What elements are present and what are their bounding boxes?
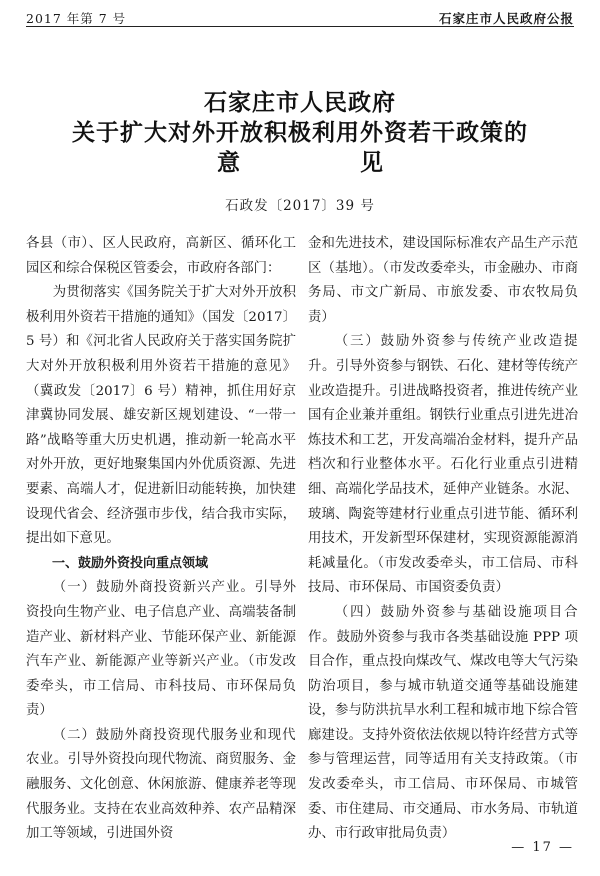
item-3-heading: （三）鼓励外资参与传统产业改造提升。 <box>308 334 578 374</box>
document-number: 石政发〔2017〕39 号 <box>225 198 375 214</box>
intro-paragraph: 为贯彻落实《国务院关于扩大对外开放积极利用外资若干措施的通知》（国发〔2017〕5 号）和《河北省人民政府关于落实国务院扩大对外开放积极利用外资若干措施的意见》（冀政发〔2017〕6 号）精神，抓住用好京津冀协同发展、雄安新区规划建设、“一带一路”战略等重大历史机遇，推动新一轮高水平对外开放，更好地聚集国内外优质资源、先进要素、高端人才，促进新旧动能转换，加快建设现代省会、经济强市步伐，结合我市实际，提出如下意见。 <box>26 285 296 547</box>
title-line-3: 意见 <box>217 149 503 176</box>
item-3 <box>308 330 578 601</box>
item-3-body: 引导外资参与钢铁、石化、建材等传统产业改造提升。引进战略投资者，推进传统产业国有企业兼并重组。钢铁行业重点引进先进冶炼技术和工艺，开发高端冶金材料，提升产品档次和行业整体水平。石化行业重点引进精细、高端化学品技术，延伸产业链条。水泥、玻璃、陶瓷等建材行业重点引进节能、循环利用技术，开发新型环保建材，实现资源能源消耗减量化。（市发改委牵头，市工信局、市科技局、市环保局、市国资委负责） <box>308 358 578 596</box>
publication-name: 石家庄市人民政府公报 <box>438 11 574 26</box>
section-heading: 一、鼓励外资投向重点领域 <box>52 555 209 571</box>
salutation: 各县（市）、区人民政府，高新区、循环化工园区和综合保税区管委会，市政府各部门： <box>26 236 296 276</box>
item-4-body: 鼓励外资参与我市各类基础设施 PPP 项目合作，重点投向煤改气、煤改电等大气污染防治项目，参与城市轨道交通等基础设施建设，参与防洪抗旱水利工程和城市地下综合管廊建设。支持外资依法依规以特许经营方式等参与管理运营，同等适用有关支持政策。（市发改委牵头，市工信局、市环保局、市城管委、市住建局、市交通局、市水务局、市轨道办、市行政审批局负责） <box>308 629 579 842</box>
issue-label: 2017 年第 7 号 <box>26 11 127 26</box>
item-2-heading: （二）鼓励外商投资现代服务业和现代农业。 <box>26 727 296 768</box>
item-4-heading: （四）鼓励外资参与基础设施项目合作。 <box>308 604 578 645</box>
item-1-heading: （一）鼓励外商投资新兴产业。 <box>52 580 255 596</box>
item-1-body: 引导外资投向生物产业、电子信息产业、高端装备制造产业、新材料产业、节能环保产业、新能源汽车产业、新能源产业等新兴产业。（市发改委牵头，市工信局、市科技局、市环保局负责） <box>26 580 297 719</box>
item-4 <box>308 601 578 847</box>
page-number: — 17 — <box>511 840 574 855</box>
left-column <box>26 232 296 847</box>
right-column <box>308 232 578 847</box>
item-2-continued: 金和先进技术，建设国际标准农产品生产示范区（基地）。（市发改委牵头，市金融办、市商务局、市文广新局、市旅发委、市农牧局负责） <box>308 236 578 325</box>
item-2-body: 引导外资投向现代物流、商贸服务、金融服务、文化创意、休闲旅游、健康养老等现代服务业。支持在农业高效种养、农产品精深加工等领域，引进国外资 <box>26 752 296 842</box>
item-1 <box>26 576 296 724</box>
title-line-2: 关于扩大对外开放积极利用外资若干政策的 <box>72 119 528 146</box>
title-line-1: 石家庄市人民政府 <box>204 89 396 116</box>
running-header <box>26 4 574 27</box>
document-title <box>0 88 600 178</box>
item-2 <box>26 724 296 847</box>
